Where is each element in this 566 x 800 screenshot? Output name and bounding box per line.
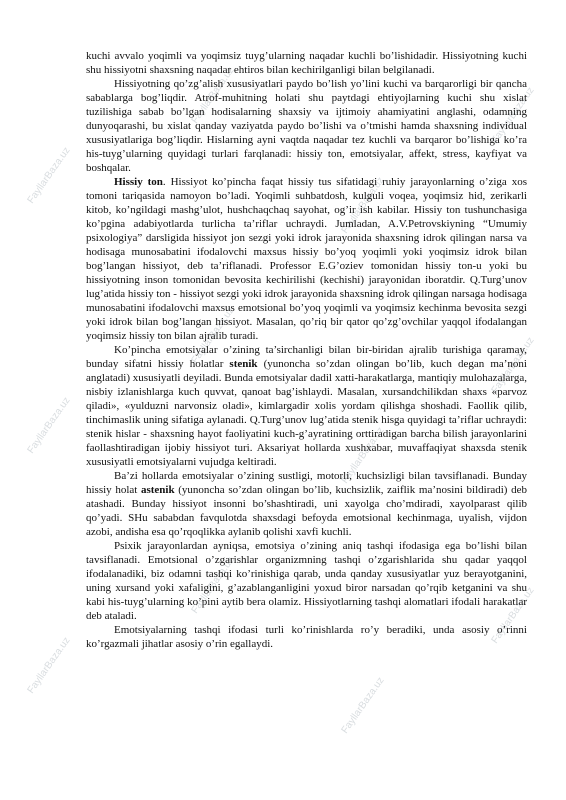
watermark-text: FayllarBaza.uz [489, 335, 537, 396]
watermark-text: FayllarBaza.uz [489, 85, 537, 146]
paragraph-text: Emotsiyalarning tashqi ifodasi turli ko’rinishlarda ro’y beradiki, unda asosiy o’rinni ko’rgazmali jihatlar asosiy o’rin egallaydi. [86, 624, 527, 650]
paragraph-text: (yunoncha so’zdan olingan bo’lib, kuchsizlik, zaiflik ma’nosini bildiradi) deb atashadi. Bunday hissiyot insonni bo’shashtiradi, uni xayolga cho’mdiradi, xayolparast qilib qo’yadi. SHu sababdan favqulotda shaxsdagi befoyda emotsional kechinmaga, uyalish, vijdon azobi, andisha esa qo’rqoqlikka aylanib qolishi xavfi kuchli. [86, 484, 528, 538]
document-page [86, 49, 527, 651]
paragraph-text: kuchi avvalo yoqimli va yoqimsiz tuyg’ularning naqadar kuchli bo’lishidadir. Hissiyotning kuchi shu hissiyotni shaxsning naqadar ehtiros bilan kechirilganligi bilan belgilanadi. [86, 50, 527, 76]
paragraph [86, 175, 527, 343]
paragraph [86, 49, 527, 77]
paragraph [86, 539, 527, 623]
watermark-text: FayllarBaza.uz [25, 395, 73, 456]
paragraph-text: Ko’pincha emotsiyalar o’zining ta’sirchanligi bilan bir-biridan ajralib turishiga qaramay, bunday sifatni hissiy holatlar [86, 344, 527, 370]
watermark-text: FayllarBaza.uz [25, 145, 73, 206]
bold-term: astenik [140, 484, 175, 496]
watermark-text: FayllarBaza.uz [489, 585, 537, 646]
watermark-text: FayllarBaza.uz [339, 425, 387, 486]
watermark-text: FayllarBaza.uz [189, 555, 237, 616]
paragraph [86, 623, 527, 651]
paragraph-text: Hissiyotning qo’zg’alish xususiyatlari paydo bo’lish yo’lini kuchi va barqarorligi bir qancha sabablarga bog’liqdir. Atrof-muhitning holati shu paytdagi ehtiyojlarning kuchi shu xislat tuzilishiga sabab bo’lgan hodisalarning shaxsiy va ijtimoiy ahamiyatini anglashi, odamning dunyoqarashi, bu xislat qanday vaziyatda paydo bo’lishi va o’tmishi hamda shaxsning individual xususiyatlariga bog’liqdir. Hislarning ayni vaqtda naqadar tez kuchli va barqaror bo’lishiga ko’ra his-tuyg’ularning quyidagi turlari farqlanadi: hissiy ton, emotsiyalar, affekt, stress, kayfiyat va boshqalar. [86, 78, 527, 174]
watermark-text: FayllarBaza.uz [339, 675, 387, 736]
paragraph-text: Ba’zi hollarda emotsiyalar o’zining sustligi, motorli, kuchsizligi bilan tavsiflanadi. Bunday hissiy holat [86, 470, 527, 496]
watermark-text: FayllarBaza.uz [25, 635, 73, 696]
watermark-text: FayllarBaza.uz [189, 65, 237, 126]
watermark-text: FayllarBaza.uz [339, 175, 387, 236]
paragraph-text: . Hissiyot ko’pincha faqat hissiy tus sifatidagi ruhiy jarayonlarning o’ziga xos tomoni tariqasida namoyon bo’ladi. Yoqimli suhbatdosh, kulguli voqea, yoqimsiz hid, zerikarli kitob, ko’ngildagi mashg’ulot, hushchaqchaq sayohat, og’ir ish kabilar. Hissiy ton tushunchasiga ko’pgina adabiyotlarda turlicha ta’riflar uchraydi. Jumladan, A.V.Petrovskiyning “Umumiy psixologiya” darsligida hissiyot jon sezgi yoki idrok jarayonida shaxsning idrok qilingan narsa va hodisaga munosabatini ifodalovchi maxsus hissiy bo’yoq yoqimli yoki yoqimsiz idrok bilan bog’langan hissiyot, deb ta’riflanadi. Professor E.G’oziev tomonidan hissiy ton-u yoki bu hissiyotning inson tomonidan bevosita kechirilishi (kechishi) jarayonidan iboratdir. Q.Turg’unov lug’atida hissiy ton - hissiyot sezgi yoki idrok jarayonida shaxsning idrok qilingan narsaga hodisaga munosabatini ifodalovchi maxsus emotsional bo’yoq yoqimli va yoqimsiz kechinma bevosita sezgi yoki idrok bilan bog’langan hissiyot. Masalan, qo’riq bir qator qo’zg’ovchilar yaqqol ifodalangan yoqimsiz hissiy ton bilan ajralib turadi. [86, 176, 527, 342]
paragraph-text: (yunoncha so’zdan olingan bo’lib, kuch degan ma’noni anglatadi) xususiyatli deyiladi. Bunda emotsiyalar dadil xatti-harakatlarga, mantiqiy mulohazalarga, nisbiy izlanishlarga kuch quvvat, qanoat bag’ishlaydi. Masalan, xursandchilikdan shaxs «parvoz qiladi», «yulduzni narvonsiz oladi», kimlargadir xolis yordam qilishga shoshadi. Faollik qilib, tinchimaslik uning sifatiga aylanadi. Q.Turg’unov lug’atida stenik hisga quyidagi ta’riflar uchraydi: stenik hislar - shaxsning hayot faoliyatini kuch-g’ayratining orttiradigan barcha bilish jarayonlarini faollashtiradigan ijobiy hissiyot turi. Aksariyat hollarda xushxabar, muvaffaqiyat shaxsda stenik xususiyatli emotsiyalarni vujudga keltiradi. [86, 358, 527, 468]
bold-term: stenik [229, 358, 258, 370]
paragraph-text: Psixik jarayonlardan ayniqsa, emotsiya o’zining aniq tashqi ifodasiga ega bo’lishi bilan tavsiflanadi. Emotsional o’zgarishlar organizmning tashqi o’zgarishlarida shu qadar yaqqol ifodalanadiki, biz odamni tashqi ko’rinishiga qarab, unda qanday xususiyatlar yuz berayotganini, uning xursand yoki xafaligini, g’azablanganligini yoxud biror narsadan qo’rqib ketganini va shu kabi his-tuyg’ularning ko’pini aytib bera olamiz. Hissiyotlarning tashqi alomatlari ifodali harakatlar deb ataladi. [86, 540, 527, 622]
paragraph [86, 343, 527, 469]
paragraph [86, 77, 527, 175]
bold-term: Hissiy ton [114, 176, 163, 188]
watermark-text: FayllarBaza.uz [189, 305, 237, 366]
paragraph [86, 469, 527, 539]
